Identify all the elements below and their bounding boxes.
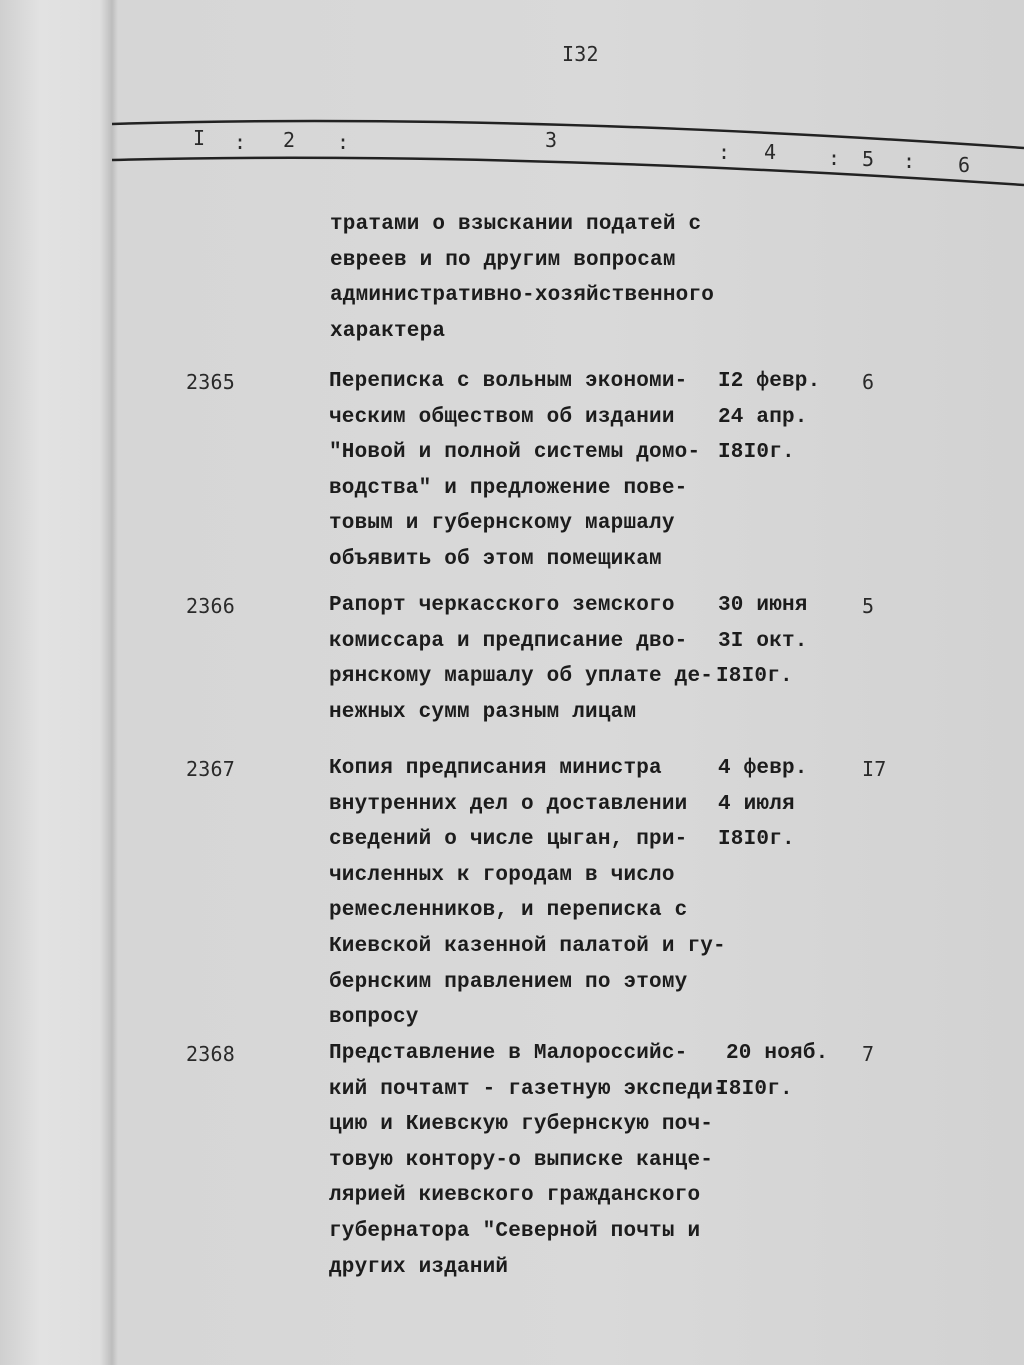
sheet-count: 5	[862, 594, 875, 618]
description-line: ческим обществом об издании	[329, 405, 675, 429]
description-line: внутренних дел о доставлении	[329, 792, 688, 816]
sheet-count: 7	[862, 1042, 875, 1066]
description-line: Копия предписания министра	[329, 757, 662, 780]
description-line: товую контору-о выписке канце-	[329, 1148, 714, 1172]
description-line: рянскому маршалу об уплате де-	[329, 665, 714, 689]
record-date: 24 апр.	[718, 405, 808, 429]
sheet-count: 6	[862, 370, 875, 394]
header-top-rule	[112, 121, 1024, 148]
record-date: 20 нояб.	[726, 1042, 829, 1065]
record-date: I8I0г.	[718, 441, 795, 465]
sheet-count: I7	[862, 757, 887, 781]
column-header-5: 5	[862, 147, 875, 171]
record-date: 4 июля	[718, 792, 795, 816]
description-line: губернатора "Северной почты и	[329, 1220, 701, 1243]
column-header-I: I	[193, 126, 206, 150]
record-number: 2368	[186, 1042, 235, 1066]
description-line: комиссара и предписание дво-	[329, 629, 688, 653]
record-date: 4 февр.	[718, 757, 808, 780]
column-separator: :	[828, 146, 841, 170]
description-line: Рапорт черкасского земского	[329, 594, 675, 617]
description-line: кий почтамт - газетную экспеди-	[329, 1077, 726, 1101]
column-separator: :	[234, 130, 247, 154]
record-date: I8I0г.	[716, 1077, 793, 1101]
column-header-6: 6	[958, 153, 971, 177]
header-bottom-rule	[112, 158, 1024, 185]
description-line: других изданий	[329, 1255, 509, 1279]
record-number: 2367	[186, 757, 235, 781]
description-line: Киевской казенной палатой и гу-	[329, 935, 726, 958]
column-separator: :	[718, 140, 731, 164]
description-line: евреев и по другим вопросам	[330, 248, 676, 272]
description-line: бернским правлением по этому	[329, 970, 688, 994]
description-line: товым и губернскому маршалу	[329, 512, 675, 536]
description-line: вопросу	[329, 1006, 419, 1030]
record-date: I2 февр.	[718, 370, 821, 393]
record-number: 2365	[186, 370, 235, 394]
column-header-2: 2	[283, 128, 296, 152]
record-date: 30 июня	[718, 594, 808, 617]
description-line: Представление в Малороссийс-	[329, 1042, 688, 1065]
column-header-3: 3	[545, 128, 558, 152]
description-line: "Новой и полной системы домо-	[329, 441, 701, 465]
record-date: 3I окт.	[718, 629, 808, 653]
description-line: водства" и предложение пове-	[329, 476, 688, 500]
record-date: I8I0г.	[716, 665, 793, 689]
record-number: 2366	[186, 594, 235, 618]
description-line: лярией киевского гражданского	[329, 1184, 701, 1208]
description-line: объявить об этом помещикам	[329, 548, 662, 571]
description-line: цию и Киевскую губернскую поч-	[329, 1113, 714, 1137]
description-line: сведений о числе цыган, при-	[329, 828, 688, 852]
description-line: характера	[330, 319, 446, 343]
column-header-4: 4	[764, 140, 777, 164]
description-line: административно-хозяйственного	[330, 284, 715, 308]
description-line: численных к городам в число	[329, 863, 675, 887]
record-date: I8I0г.	[718, 828, 795, 852]
page-number: I32	[562, 42, 599, 66]
description-line: ремесленников, и переписка с	[329, 899, 688, 923]
column-separator: :	[337, 130, 350, 154]
description-line: тратами о взыскании податей с	[330, 213, 702, 236]
description-line: нежных сумм разным лицам	[329, 700, 637, 724]
column-separator: :	[903, 149, 916, 173]
description-line: Переписка с вольным экономи-	[329, 370, 688, 393]
